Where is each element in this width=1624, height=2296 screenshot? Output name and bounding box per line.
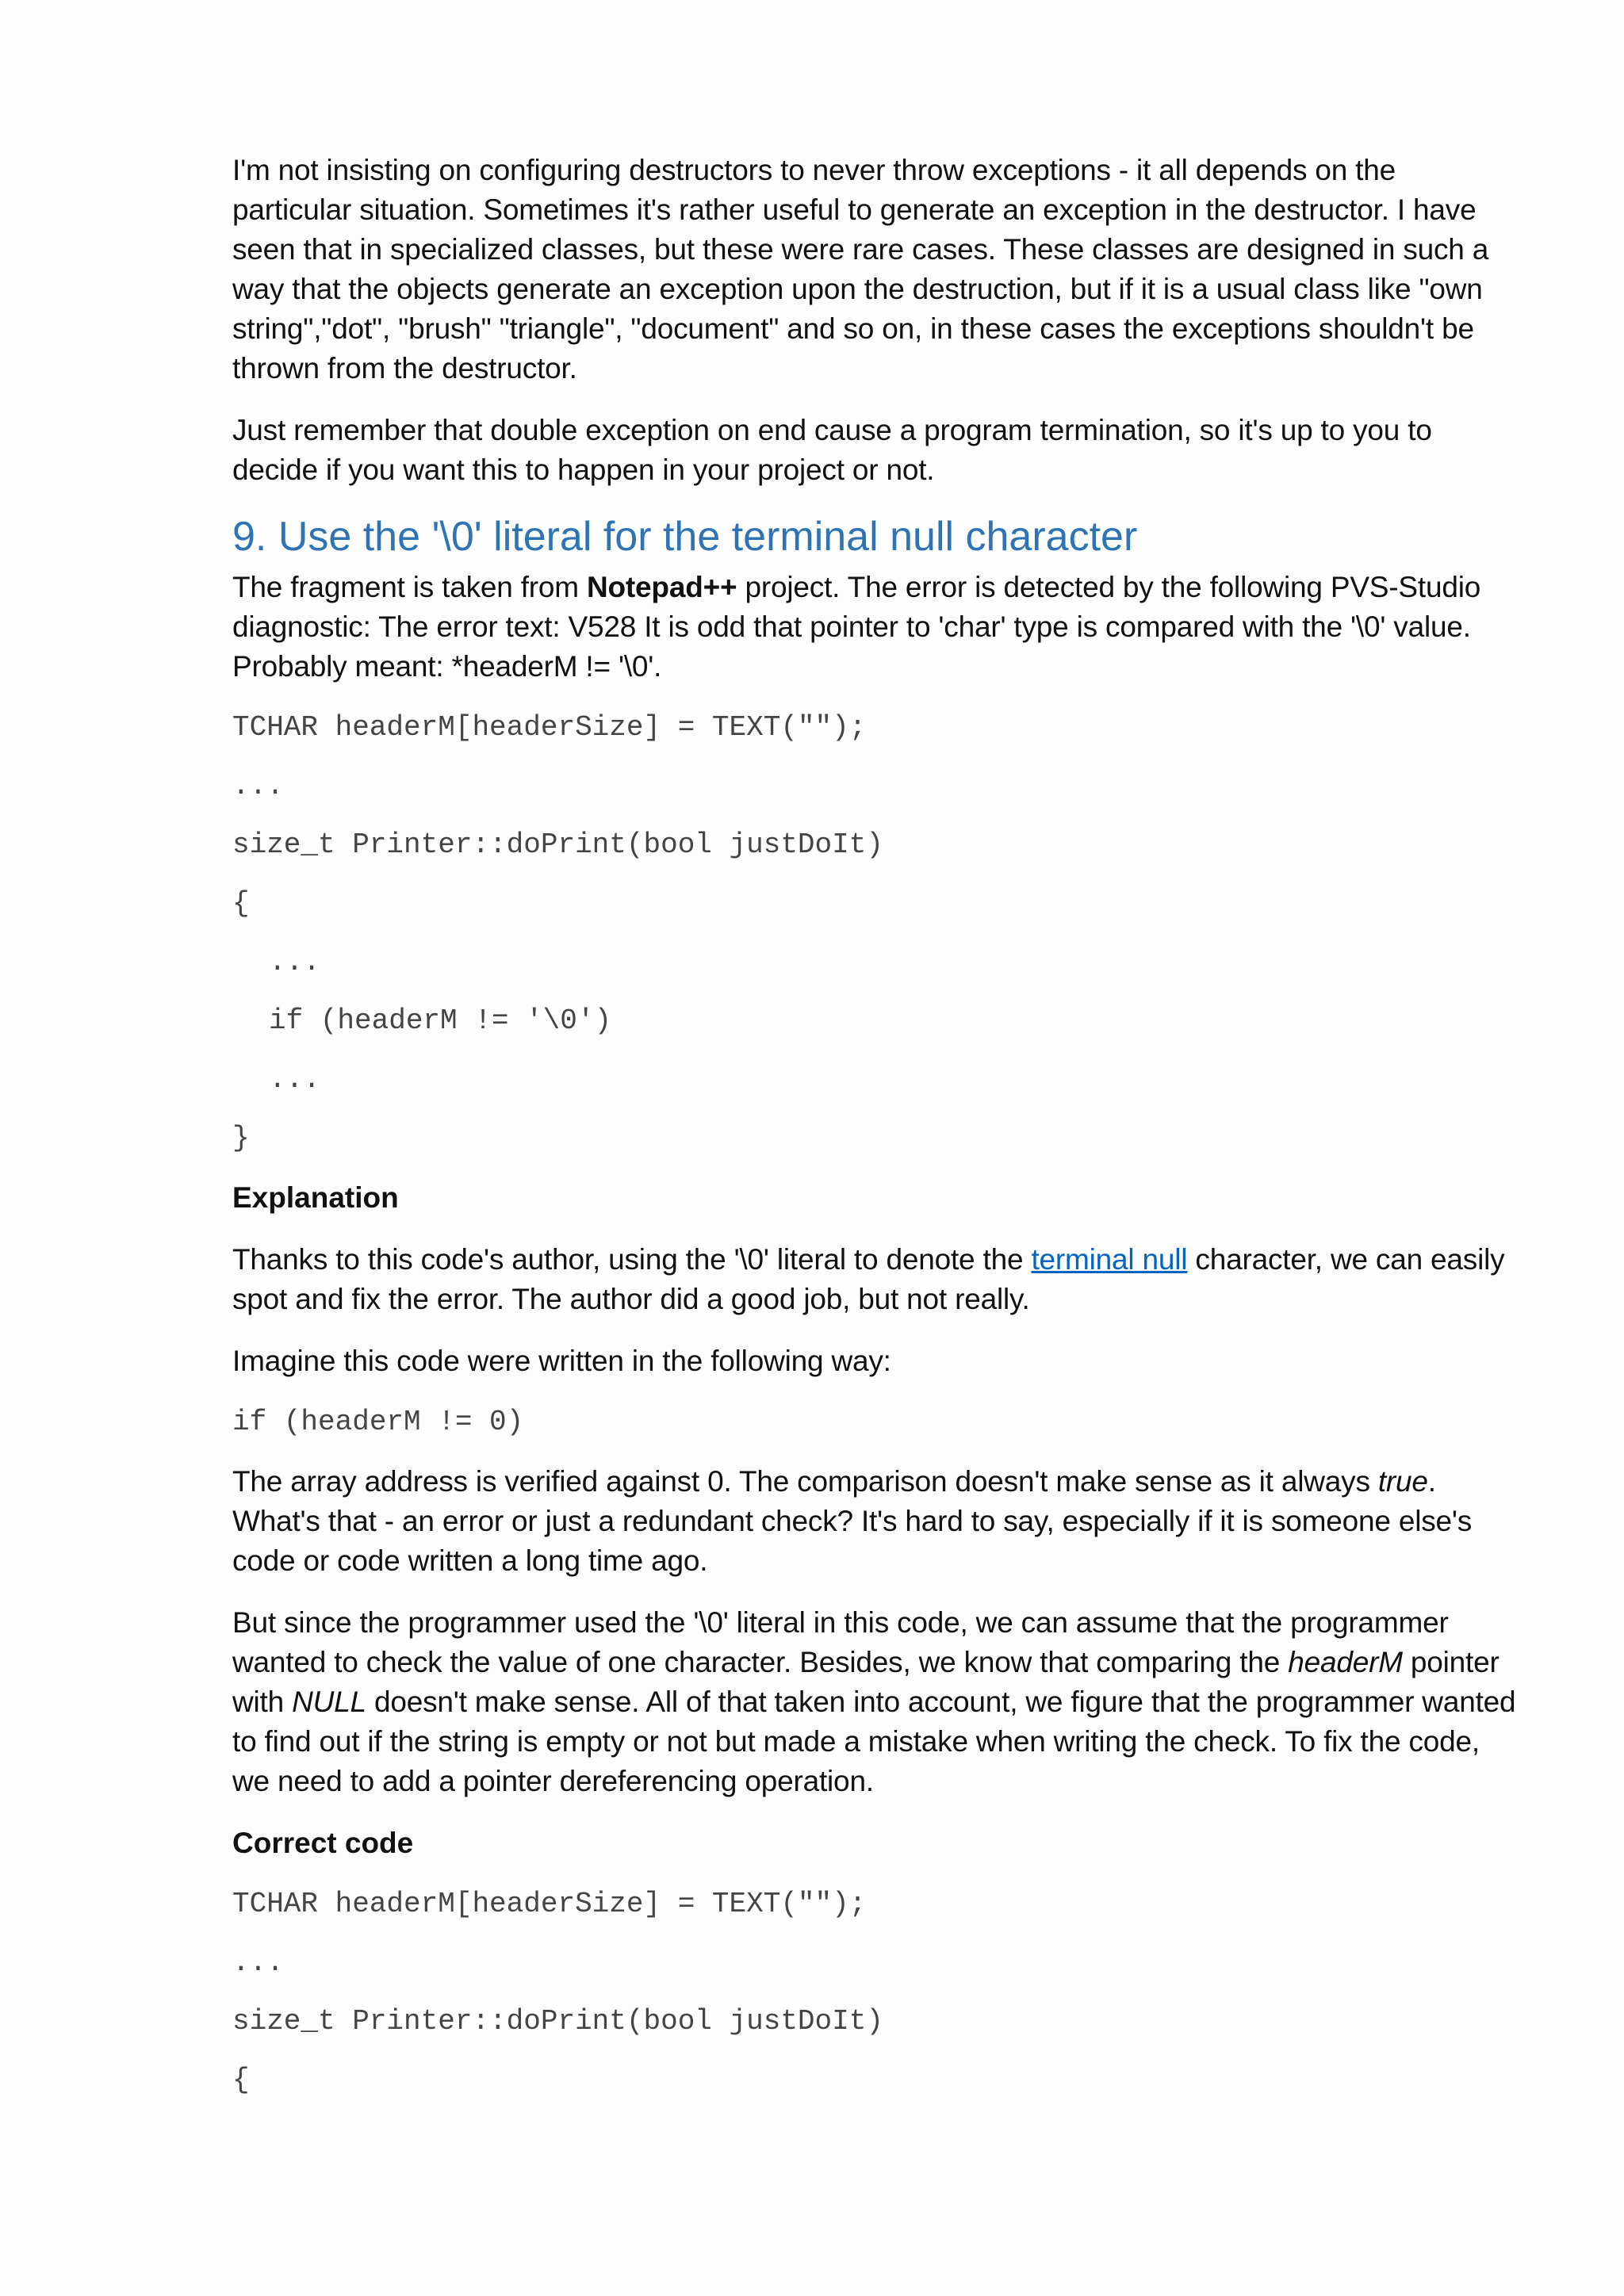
explanation-paragraph-4: [232, 1603, 1517, 1801]
text-run: project. The error is detected by the following PVS-Studio diagnostic: The error text: V528 It is odd that pointer to 'char' type is compared with the '\0' value. Probably meant: *headerM != '\0'.: [232, 571, 1481, 683]
code-line: size_t Printer::doPrint(bool justDoIt): [232, 828, 883, 861]
explanation-paragraph-1: [232, 1240, 1517, 1319]
text-run: But since the programmer used the '\0' literal in this code, we can assume that the programmer wanted to check the value of one character. Besides, we know that comparing the: [232, 1606, 1449, 1678]
code-line: {: [232, 887, 250, 920]
code-line: TCHAR headerM[headerSize] = TEXT("");: [232, 711, 867, 744]
code-line: TCHAR headerM[headerSize] = TEXT("");: [232, 1888, 867, 1920]
document-page: [232, 151, 1517, 2120]
italic-term: true: [1377, 1465, 1428, 1498]
text-run: pointer with: [232, 1646, 1500, 1718]
intro-paragraph-2: Just remember that double exception on end cause a program termination, so it's up to you to decide if you want this to happen in your project or not.: [232, 414, 1432, 486]
code-line: if (headerM != '\0'): [269, 1004, 612, 1037]
text-run: The array address is verified against 0. The comparison doesn't make sense as it always: [232, 1465, 1378, 1498]
code-line: }: [232, 1122, 250, 1154]
code-line: ...: [269, 946, 320, 978]
section-paragraph-1: [232, 568, 1517, 687]
italic-term: NULL: [292, 1686, 366, 1718]
explanation-paragraph-2: Imagine this code were written in the following way:: [232, 1345, 891, 1377]
explanation-paragraph-3: [232, 1462, 1517, 1581]
text-run: Thanks to this code's author, using the '\0' literal to denote the: [232, 1243, 1032, 1276]
text-run: character, we can easily spot and fix the error. The author did a good job, but not really.: [232, 1243, 1505, 1315]
code-line: size_t Printer::doPrint(bool justDoIt): [232, 2005, 883, 2038]
project-name: Notepad++: [587, 571, 737, 603]
code-line-alt: if (headerM != 0): [232, 1406, 524, 1438]
correct-code-label: Correct code: [232, 1827, 414, 1859]
text-run: . What's that - an error or just a redundant check? It's hard to say, especially if it is someone else's code or code written a long time ago.: [232, 1465, 1473, 1577]
intro-paragraph-1: I'm not insisting on configuring destructors to never throw exceptions - it all depends on the particular situation. Sometimes it's rather useful to generate an exception in the destructor. I have seen that in specialized classes, but these were rare cases. These classes are designed in such a way that the objects generate an exception upon the destruction, but if it is a usual class like "own string","dot", "brush" "triangle", "document" and so on, in these cases the exceptions shouldn't be thrown from the destructor.: [232, 154, 1489, 385]
text-run: doesn't make sense. All of that taken into account, we figure that the programmer wanted to find out if the string is empty or not but made a mistake when writing the check. To fix the code, we need to add a pointer dereferencing operation.: [232, 1686, 1516, 1797]
text-run: The fragment is taken from: [232, 571, 588, 603]
code-line: ...: [269, 1063, 320, 1096]
code-line: {: [232, 2064, 250, 2096]
explanation-label: Explanation: [232, 1181, 399, 1214]
section-heading: 9. Use the '\0' literal for the terminal null character: [232, 514, 1138, 560]
terminal-null-link[interactable]: terminal null: [1031, 1243, 1188, 1276]
italic-term: headerM: [1288, 1646, 1403, 1678]
code-line: ...: [232, 1946, 284, 1979]
code-block-correct: [232, 1885, 1517, 2099]
code-block-original: [232, 709, 1517, 1158]
code-line: ...: [232, 770, 284, 802]
